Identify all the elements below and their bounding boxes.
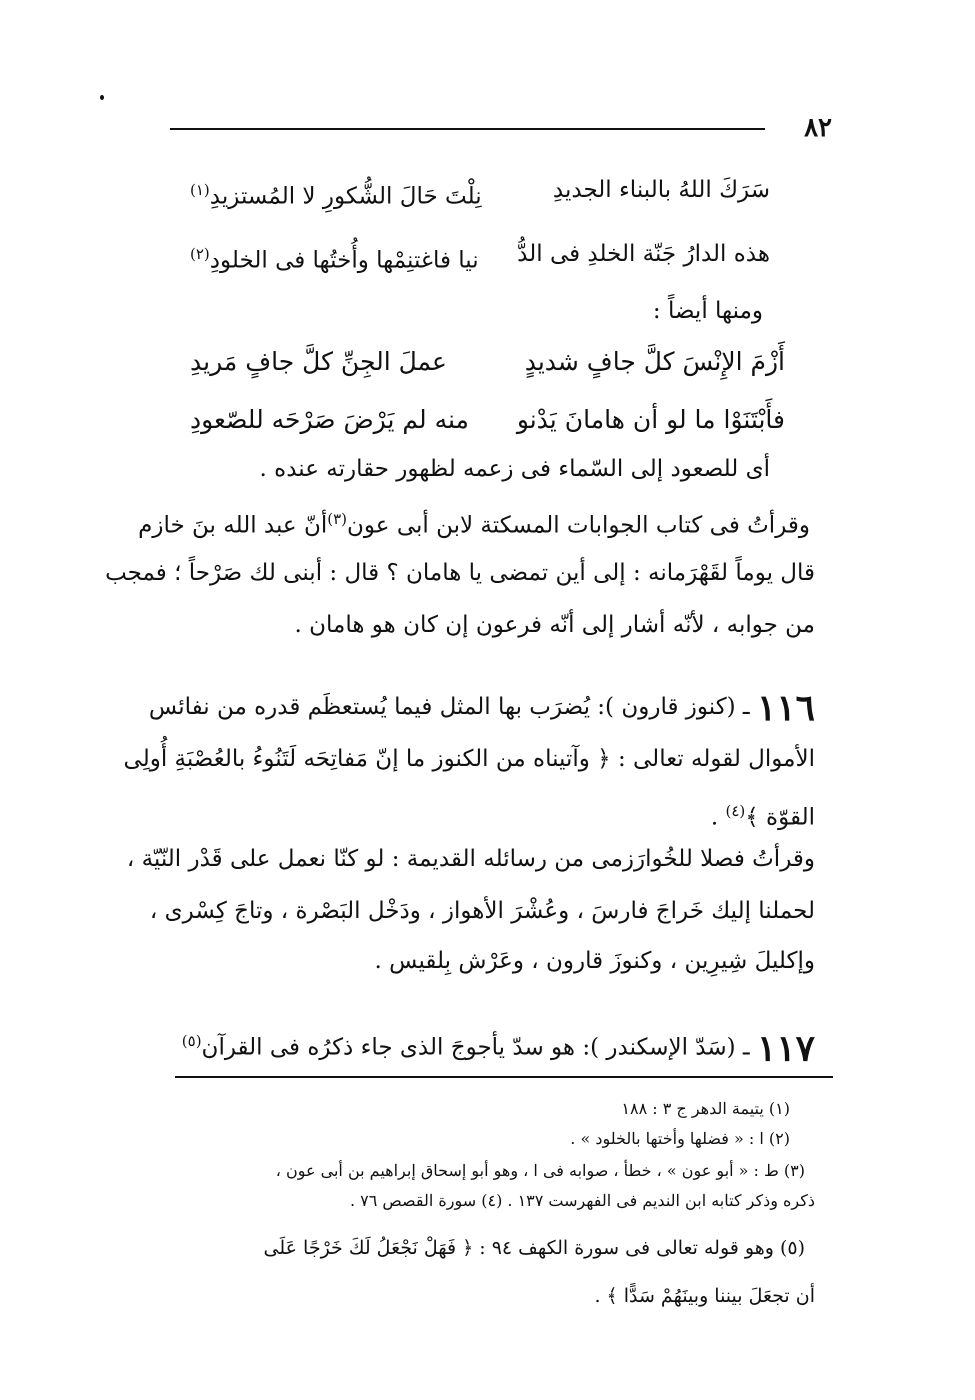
verse-line: [190, 392, 815, 448]
paragraph-line: من جوابه ، لأنّه أشار إلى أنّه فرعون إن كان هو هامان .: [294, 612, 815, 638]
paragraph-line: لحملنا إليك خَراجَ فارسَ ، وعُشْرَ الأهواز ، ودَخْل البَصْرة ، وتاجَ كِسْرى ،: [149, 898, 815, 924]
verse-hemistich-first: فأَبْتَنَوْا ما لو أن هامانَ يَدْنو: [516, 405, 785, 434]
verse-hemistich-second: نيا فاغتنِمْها وأُختُها فى الخلودِ$^{(٢)}$: [190, 245, 479, 274]
footnote-ref: (١): [190, 181, 210, 199]
footnote-ref: (٥): [181, 1032, 202, 1050]
footnote-ref: (٣): [327, 510, 348, 528]
verse-hemistich-second: منه لم يَرْضَ صَرْحَه للصّعودِ: [190, 405, 469, 434]
entry-number: ١١٧: [756, 1027, 815, 1070]
verse-line: [190, 162, 815, 218]
verse-hemistich-second: نِلْتَ حَالَ الشُّكورِ لا المُستزيدِ$^{(١)}$: [190, 181, 482, 210]
paragraph-line: القوّة ﴾$^{(٤)}$ .: [710, 802, 815, 831]
footnote: (١) يتيمة الدهر ج ٣ : ١٨٨: [621, 1099, 790, 1118]
footnote: (٣) ط : « أبو عون » ، خطأ ، صوابه فى ا ، وهو أبو إسحاق إبراهيم بن أبى عون ،: [275, 1161, 805, 1180]
entry-heading-line: ١١٧ ـ (سَدّ الإسكندر ): هو سدّ يأجوجَ الذى جاء ذكرُه فى القرآن$^{(٥)}$: [181, 1027, 815, 1070]
footnote-ref: (٤): [725, 802, 746, 820]
footnote: (٢) ا : « فضلها وأختها بالخلود » .: [570, 1129, 790, 1148]
paragraph-line: الأموال لقوله تعالى : ﴿ وآتيناه من الكنوز ما إنّ مَفاتِحَه لَتَنُوءُ بالعُصْبَةِ أُولِى: [123, 746, 815, 772]
verse-line: [190, 226, 815, 282]
entry-heading-line: ١١٦ ـ (كنوز قارون ): يُضرَب بها المثل فيما يُستعظَم قدره من نفائس: [148, 687, 815, 729]
section-intro: ومنها أيضاً :: [652, 298, 763, 324]
entry-number: ١١٦: [756, 687, 815, 729]
paragraph-line: وقرأتُ فصلا للخُوارَزمى من رسائله القديمة : لو كنّا نعمل على قَدْر النّيّة ،: [126, 846, 815, 872]
verse-hemistich-first: أَزْمَ الإِنْسَ كلَّ جافٍ شديدٍ: [524, 347, 785, 376]
footnote: (٥) وهو قوله تعالى فى سورة الكهف ٩٤ : ﴿ فَهَلْ نَجْعَلُ لَكَ خَرْجًا عَلَى: [263, 1237, 805, 1259]
ink-mark: [100, 95, 104, 100]
footnote-ref: (٢): [190, 245, 210, 263]
header-rule: [170, 128, 765, 130]
verse-hemistich-first: هذه الدارُ جَنّة الخلدِ فى الدُّ: [517, 241, 770, 267]
paragraph-line: وإكليلَ شِيرِين ، وكنوزَ قارون ، وعَرْش بِلقيس .: [374, 948, 815, 974]
verse-hemistich-first: سَرَكَ اللهُ بالبناء الجديدِ: [552, 177, 770, 203]
footnote: ذكره وذكر كتابه ابن النديم فى الفهرست ١٣٧ . (٤) سورة القصص ٧٦ .: [349, 1191, 815, 1210]
footnote-rule: [175, 1076, 833, 1078]
page-header: [170, 108, 832, 148]
footnote: أن تجعَلَ بيننا وبينَهُمْ سَدًّا ﴾ .: [594, 1285, 815, 1307]
paragraph-line: قال يوماً لقَهْرَمانه : إلى أين تمضى يا هامان ؟ قال : أبنى لك صَرْحاً ؛ فمجب: [105, 560, 815, 586]
page-number: ٨٢: [804, 113, 832, 143]
verse-hemistich-second: عملَ الجِنِّ كلَّ جافٍ مَريدِ: [190, 347, 447, 376]
paragraph-line: وقرأتُ فى كتاب الجوابات المسكتة لابن أبى عون$^{(٣)}$أنّ عبد الله بنَ خازم: [138, 510, 810, 539]
gloss-line: أى للصعود إلى السّماء فى زعمه لظهور حقارته عنده .: [259, 456, 770, 482]
verse-line: [190, 334, 815, 390]
